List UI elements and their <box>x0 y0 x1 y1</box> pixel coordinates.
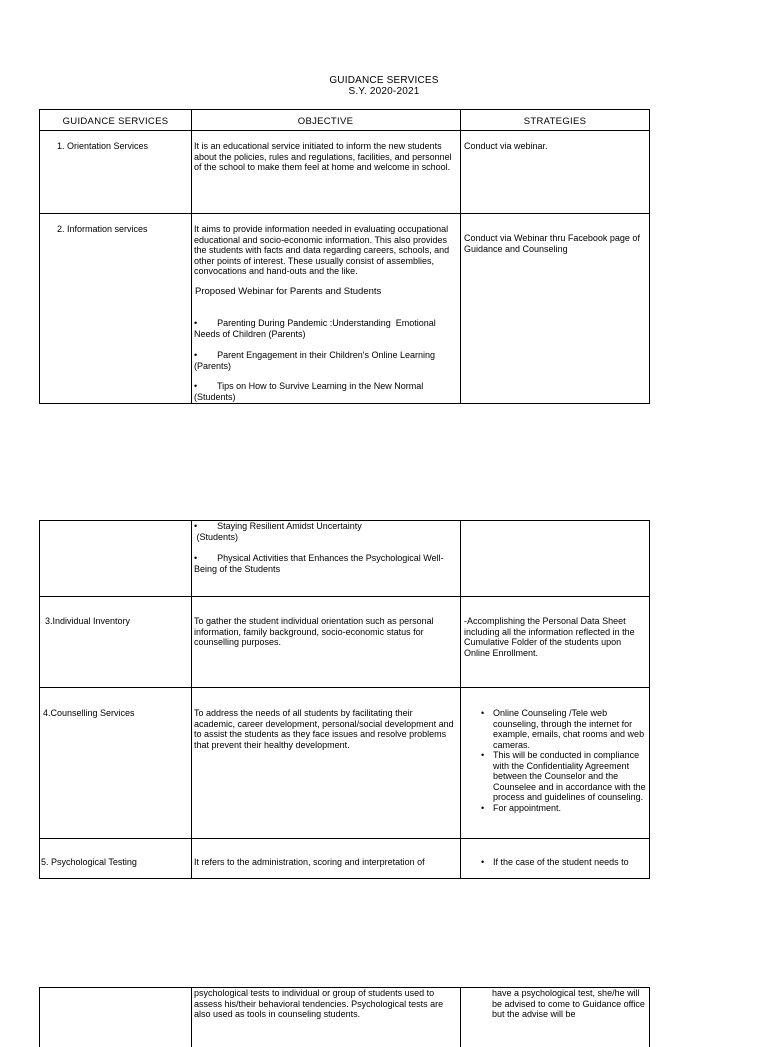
column-header-services: GUIDANCE SERVICES <box>62 116 169 127</box>
service-individual-inventory: 3.Individual Inventory <box>45 616 131 626</box>
objective-psychological-testing-cont: psychological tests to individual or group of students used to assess his/their behavioral tendencies. Psychological tests are also used as tools in counseling students. <box>194 988 444 1019</box>
column-header-objective: OBJECTIVE <box>297 116 354 127</box>
objective-psychological-testing: It refers to the administration, scoring and interpretation of <box>194 857 425 867</box>
strategy-information: Conduct via Webinar thru Facebook page of Guidance and Counseling <box>464 233 640 254</box>
objective-orientation: It is an educational service initiated to inform the new students about the policies, rules and regulations, facilities, and personnel of the school to make them feel at home and welcome in school. <box>194 141 452 172</box>
webinar-item: • Parent Engagement in their Children's Online Learning (Parents) <box>194 350 438 371</box>
webinar-heading: Proposed Webinar for Parents and Students <box>195 286 382 297</box>
webinar-item: • Physical Activities that Enhances the Psychological Well-Being of the Students <box>194 553 444 574</box>
strategy-individual-inventory: -Accomplishing the Personal Data Sheet including all the information reflected in the Cumulative Folder of the students upon Online Enrollment. <box>464 616 635 658</box>
objective-individual-inventory: To gather the student individual orientation such as personal information, family background, socio-economic status for counselling purposes. <box>194 616 434 647</box>
strategy-bullet: • This will be conducted in compliance with the Confidentiality Agreement between the Counselor and the Counselee and in accordance with the process and guidelines of counseling. <box>493 750 650 803</box>
guidance-table-page-2 <box>39 520 650 879</box>
school-year: S.Y. 2020-2021 <box>348 86 420 97</box>
strategy-bullet: • For appointment. <box>493 803 650 814</box>
service-information: 2. Information services <box>57 224 148 234</box>
service-psychological-testing: 5. Psychological Testing <box>41 857 137 867</box>
document-title: GUIDANCE SERVICES <box>329 75 439 86</box>
webinar-item: • Tips on How to Survive Learning in the New Normal (Students) <box>194 381 426 402</box>
webinar-item: • Parenting During Pandemic :Understanding Emotional Needs of Children (Parents) <box>194 318 439 339</box>
strategy-counselling <box>464 708 650 813</box>
guidance-table-page-1 <box>39 109 650 404</box>
webinar-item-audience: (Students) <box>194 532 239 542</box>
service-counselling: 4.Counselling Services <box>43 708 135 718</box>
strategy-orientation: Conduct via webinar. <box>464 141 548 151</box>
strategy-psychological-testing <box>464 857 650 868</box>
service-orientation: 1. Orientation Services <box>57 141 149 151</box>
webinar-item: • Staying Resilient Amidst Uncertainty <box>194 521 362 531</box>
column-header-strategies: STRATEGIES <box>523 116 587 127</box>
guidance-table-page-3 <box>39 987 650 1047</box>
strategy-bullet: • Online Counseling /Tele web counseling, through the internet for example, emails, chat rooms and web cameras. <box>493 708 650 750</box>
strategy-bullet: • If the case of the student needs to <box>493 857 650 868</box>
strategy-psychological-testing-cont: have a psychological test, she/he will be advised to come to Guidance office but the advise will be <box>492 988 645 1019</box>
objective-information: It aims to provide information needed in evaluating occupational educational and socio-economic information. This also provides the students with facts and data regarding careers, schools, and other points of interest. These usually consist of assemblies, convocations and hand-outs and the like. <box>194 224 450 276</box>
objective-counselling: To address the needs of all students by facilitating their academic, career development, personal/social development and to assist the students as they face issues and resolve problems that prevent their healthy development. <box>194 708 454 750</box>
